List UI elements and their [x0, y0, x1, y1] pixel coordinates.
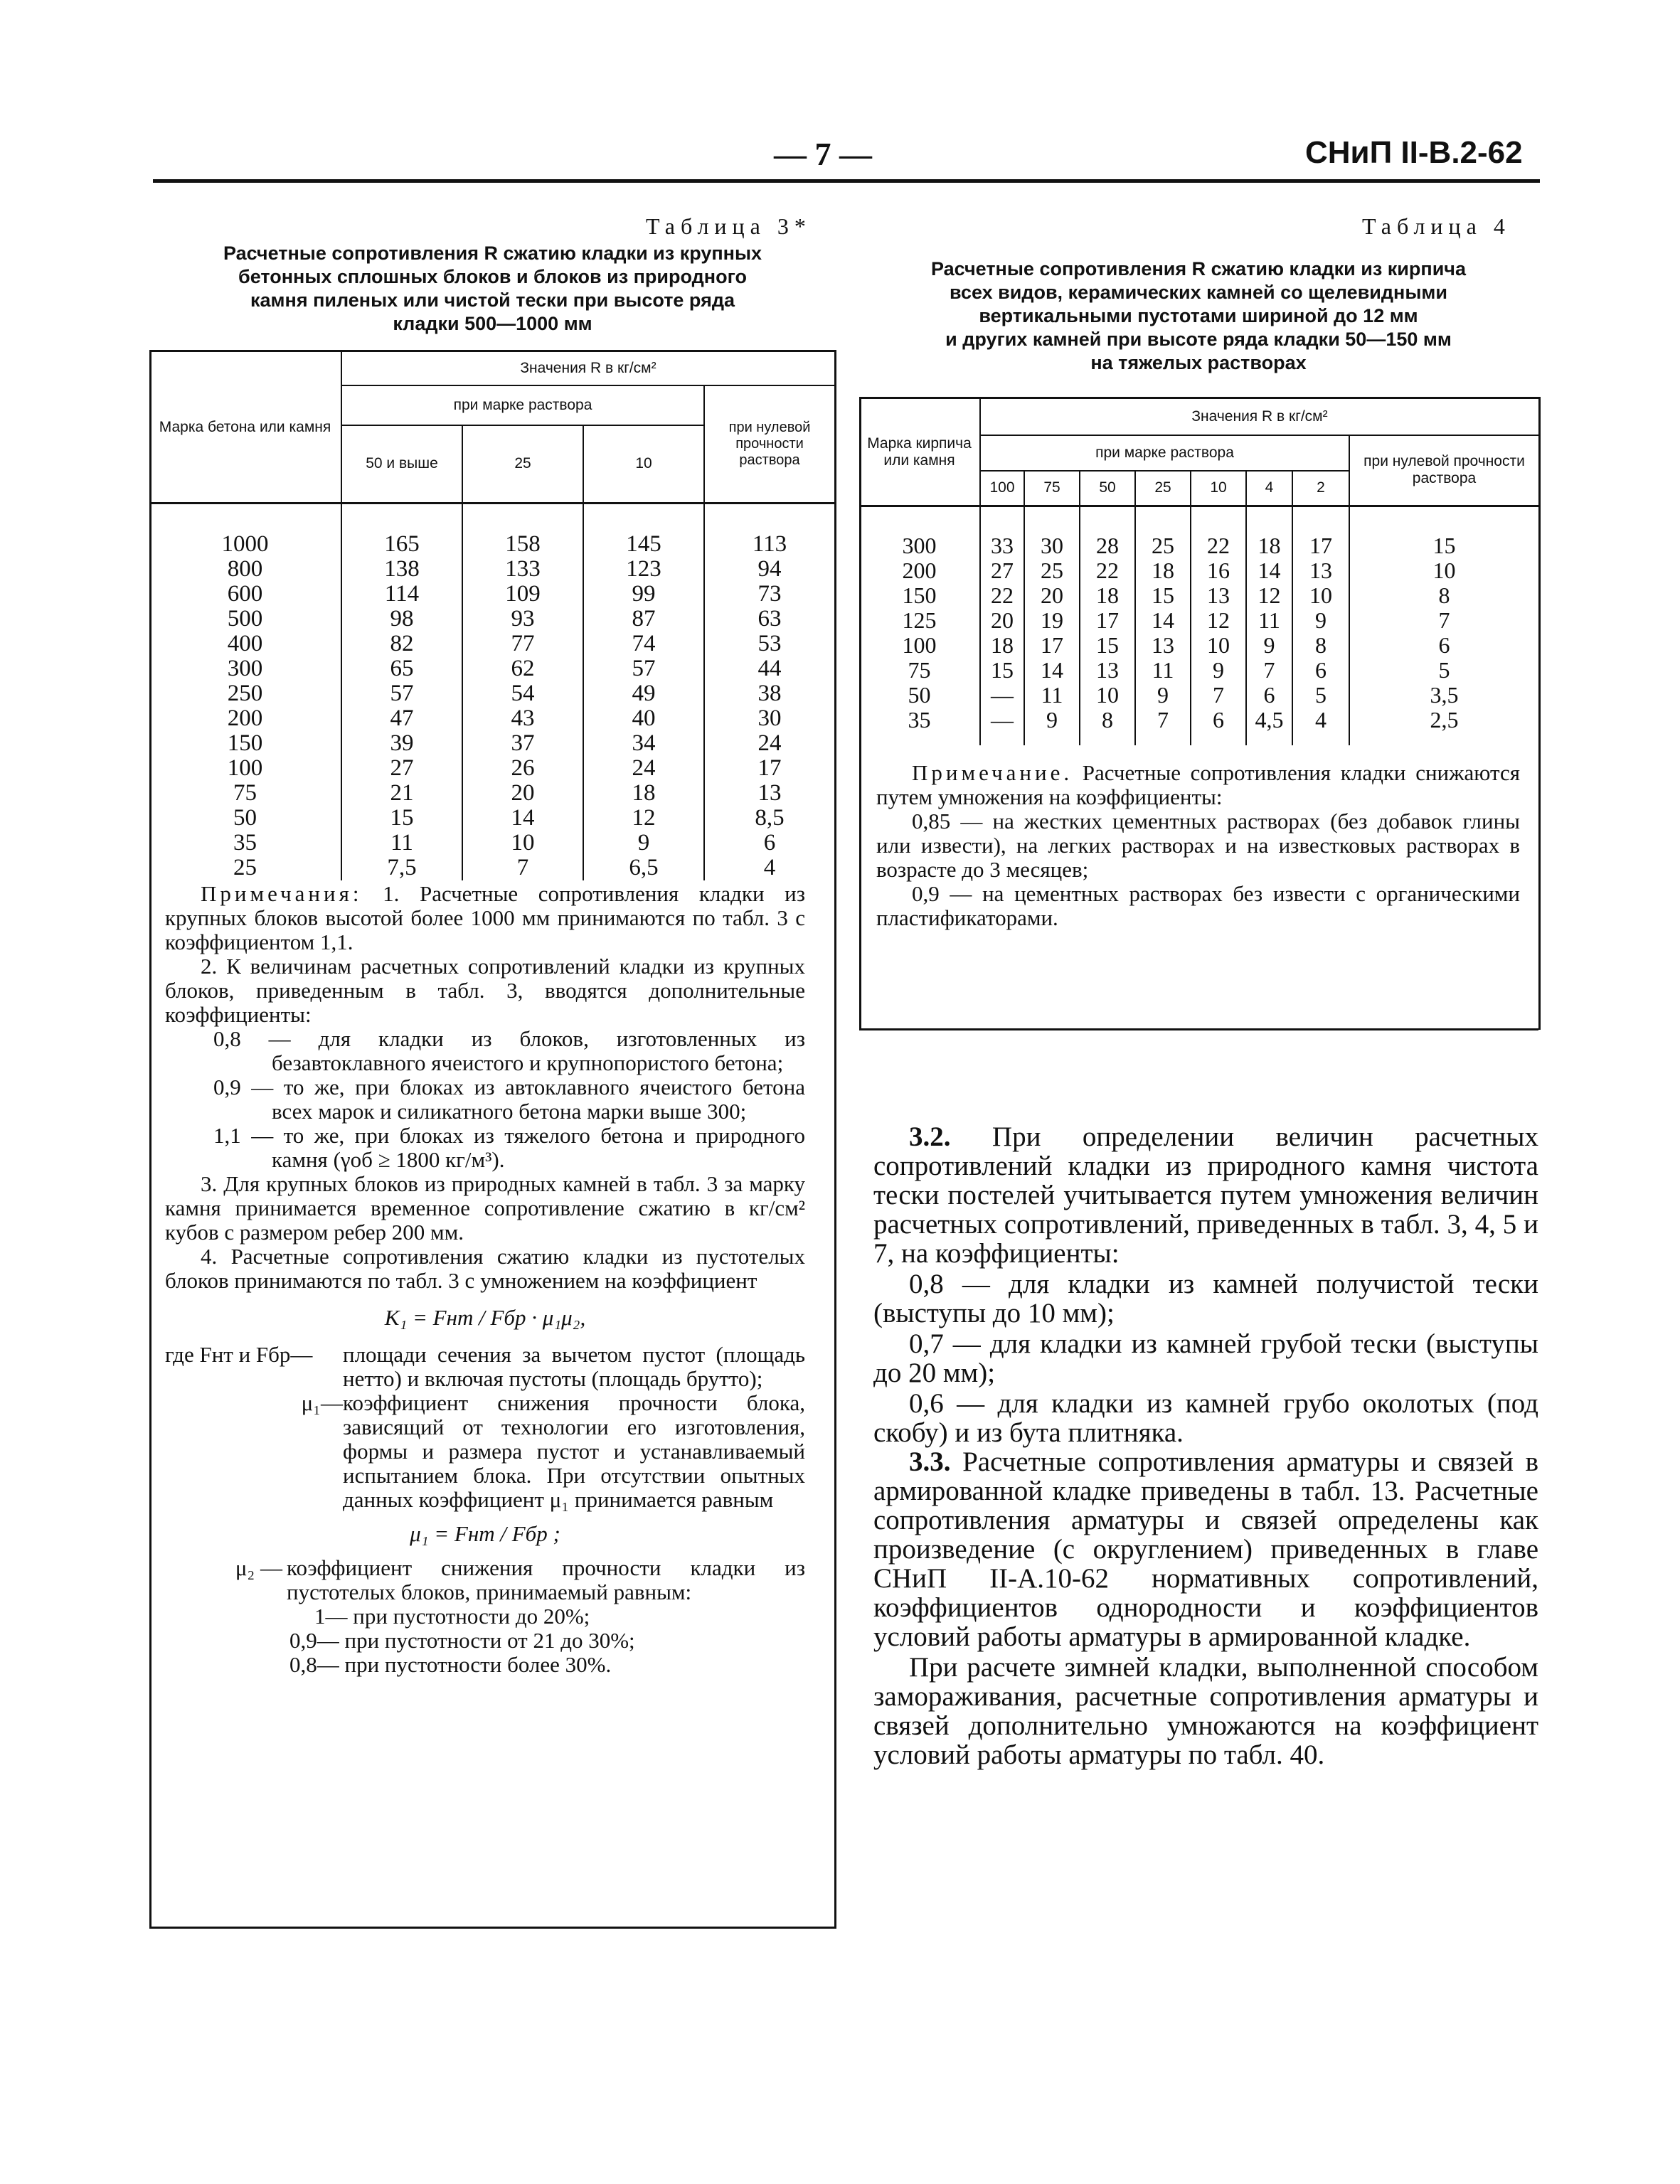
value-cell: 10 — [1191, 633, 1246, 658]
value-cell: 11 — [1135, 658, 1191, 683]
formula-k1: K₁ = Fнт / Fбр · μ₁μ₂, — [384, 1305, 586, 1330]
table-row — [149, 632, 834, 656]
table4-title-line: всех видов, керамических камней со щелевидными — [950, 282, 1447, 303]
mark-cell: 125 — [859, 608, 980, 633]
mark-cell: 50 — [859, 683, 980, 708]
note-2-item: 0,9 — то же, при блоках из автоклавного ячеистого бетона всех марок и силикатного бетона марки выше 300; — [213, 1075, 805, 1124]
table-row — [859, 608, 1538, 633]
value-cell: 57 — [341, 681, 462, 706]
value-cell: 10 — [1432, 557, 1456, 583]
value-cell: 11 — [341, 831, 462, 856]
value-cell: 7,5 — [341, 856, 462, 880]
value-cell: 14 — [462, 806, 583, 831]
section-3-3-text2: При расчете зимней кладки, выполненной способом замораживания, расчетные сопротивления арматуры и связей дополнительно умножаются на коэффициент условий работы арматуры по табл. 40. — [873, 1652, 1538, 1770]
table-row — [149, 532, 834, 557]
value-cell: 17 — [1024, 633, 1080, 658]
table-row — [149, 856, 834, 880]
section-3-3-text: Расчетные сопротивления арматуры и связей в армированной кладке приведены в табл. 13. Расчетные сопротивления арматуры и связей определены как произведение (с округлением) приведенных в главе СНиП II-А.10-62 нормативных сопротивлений, коэффициентов однородности и коэффициентов условий работы арматуры в армированной кладке. — [873, 1447, 1539, 1652]
value-cell: 63 — [757, 605, 782, 632]
table4-title-line: на тяжелых растворах — [1090, 352, 1307, 373]
value-cell: 6 — [1292, 658, 1349, 683]
mu2-item: 0,9— при пустотности от 21 до 30%; — [289, 1628, 635, 1653]
section-3-2-item: 0,6 — для кладки из камней грубо околотых (под скобу) и из бута плитняка. — [873, 1388, 1538, 1448]
value-cell: 9 — [1024, 708, 1080, 733]
value-cell: 4,5 — [1246, 708, 1292, 733]
mark-cell: 200 — [859, 558, 980, 583]
value-cell: 98 — [341, 607, 462, 632]
table4-bottom-rule — [859, 1028, 1538, 1030]
table3-col-mortar: при марке раствора — [341, 385, 704, 425]
section-3-2-number: 3.2. — [909, 1122, 951, 1152]
value-cell: 87 — [583, 607, 704, 632]
mu2-def — [165, 1556, 805, 1604]
value-cell: 133 — [462, 557, 583, 582]
value-cell: 24 — [757, 730, 782, 756]
value-cell: 14 — [1024, 658, 1080, 683]
value-cell: 27 — [980, 558, 1024, 583]
value-cell: 6 — [1438, 632, 1450, 658]
value-cell: 77 — [462, 632, 583, 656]
table3-title-line: Расчетные сопротивления R сжатию кладки из крупных — [223, 243, 762, 264]
table4-mortar-col: 25 — [1135, 471, 1191, 506]
value-cell: 15 — [1432, 532, 1456, 558]
table-row — [859, 683, 1538, 708]
table-row — [149, 806, 834, 831]
mark-cell: 100 — [859, 633, 980, 658]
value-cell: 158 — [462, 532, 583, 557]
value-cell: 22 — [1080, 558, 1135, 583]
mark-cell: 250 — [149, 681, 341, 706]
mu2-item: 1— при пустотности до 20%; — [314, 1604, 590, 1629]
value-cell: 17 — [1080, 608, 1135, 633]
value-cell: 74 — [583, 632, 704, 656]
value-cell: 4 — [763, 854, 776, 880]
table-row — [859, 558, 1538, 583]
value-cell: 13 — [1135, 633, 1191, 658]
mu2-text: коэффициент снижения прочности кладки из пустотелых блоков, принимаемый равным: — [287, 1555, 805, 1604]
table-row — [149, 756, 834, 781]
table-row — [149, 706, 834, 731]
value-cell: 18 — [1080, 583, 1135, 608]
value-cell: 40 — [583, 706, 704, 731]
mark-cell: 50 — [149, 806, 341, 831]
mark-cell: 400 — [149, 632, 341, 656]
value-cell: 6 — [763, 829, 776, 856]
value-cell: 22 — [1191, 533, 1246, 558]
note-2-item: 1,1 — то же, при блоках из тяжелого бетона и природного камня (γоб ≥ 1800 кг/м³). — [213, 1123, 805, 1172]
table3-title-line: кладки 500—1000 мм — [393, 313, 592, 334]
value-cell: 21 — [341, 781, 462, 806]
value-cell: 44 — [757, 655, 782, 681]
value-cell: 93 — [462, 607, 583, 632]
value-cell: 57 — [583, 656, 704, 681]
table-row — [149, 582, 834, 607]
table4-col-zero: при нулевой прочности раствора — [1349, 435, 1538, 506]
mark-cell: 100 — [149, 756, 341, 781]
mu1-text: коэффициент снижения прочности блока, зависящий от технологии его изготовления, формы и размера пустот и устанавливаемый испытанием блока. При отсутствии опытных данных коэффициент μ₁ принимается равным — [343, 1390, 805, 1512]
table-row — [859, 658, 1538, 683]
table4-note — [876, 761, 1520, 930]
where-f — [165, 1343, 805, 1391]
value-cell: 17 — [1292, 533, 1349, 558]
note-3: 3. Для крупных блоков из природных камней в табл. 3 за марку камня принимается временное сопротивление сжатию в кг/см² кубов с размером ребер 200 мм. — [165, 1171, 805, 1245]
value-cell: 165 — [341, 532, 462, 557]
table4-mortar-col: 100 — [980, 471, 1024, 506]
notes-heading: Примечания: — [201, 881, 363, 906]
table4-mortar-col: 50 — [1080, 471, 1135, 506]
value-cell: — — [980, 708, 1024, 733]
table4-mortar-col: 10 — [1191, 471, 1246, 506]
value-cell: 6 — [1191, 708, 1246, 733]
mark-cell: 150 — [859, 583, 980, 608]
value-cell: 94 — [757, 555, 782, 582]
header-rule — [153, 179, 1540, 183]
section-3-2-item: 0,7 — для кладки из камней грубой тески (выступы до 20 мм); — [873, 1328, 1538, 1388]
table-row — [149, 781, 834, 806]
table-row — [149, 607, 834, 632]
value-cell: 49 — [583, 681, 704, 706]
value-cell: 109 — [462, 582, 583, 607]
note-2: 2. К величинам расчетных сопротивлений кладки из крупных блоков, приведенным в табл. 3, вводятся дополнительные коэффициенты: — [165, 954, 805, 1027]
table3-col-m3: 10 — [583, 425, 704, 504]
value-cell: 3,5 — [1430, 681, 1459, 708]
value-cell: 28 — [1080, 533, 1135, 558]
value-cell: 11 — [1024, 683, 1080, 708]
value-cell: 82 — [341, 632, 462, 656]
value-cell: 9 — [1292, 608, 1349, 633]
value-cell: 22 — [980, 583, 1024, 608]
table4-mortar-col: 2 — [1292, 471, 1349, 506]
value-cell: 8 — [1080, 708, 1135, 733]
value-cell: 65 — [341, 656, 462, 681]
value-cell: 20 — [980, 608, 1024, 633]
value-cell: 15 — [980, 658, 1024, 683]
table4-note-item: 0,9 — на цементных растворах без извести с органическими пластификаторами. — [876, 881, 1520, 930]
value-cell: 33 — [980, 533, 1024, 558]
value-cell: 9 — [1135, 683, 1191, 708]
table-row — [859, 708, 1538, 733]
value-cell: 8,5 — [755, 804, 785, 831]
value-cell: 26 — [462, 756, 583, 781]
mu2-label: μ₂ — — [235, 1555, 282, 1580]
mark-cell: 75 — [859, 658, 980, 683]
table-row — [149, 731, 834, 756]
section-3-3-number: 3.3. — [909, 1447, 951, 1477]
note-4: 4. Расчетные сопротивления сжатию кладки из пустотелых блоков принимаются по табл. 3 с умножением на коэффициент — [165, 1244, 805, 1293]
value-cell: 8 — [1292, 633, 1349, 658]
value-cell: 54 — [462, 681, 583, 706]
mark-cell: 1000 — [149, 532, 341, 557]
mu2-item: 0,8— при пустотности более 30%. — [289, 1652, 612, 1677]
table4-note-heading: Примечание. — [912, 760, 1073, 785]
table-row — [149, 681, 834, 706]
value-cell: 73 — [757, 580, 782, 607]
value-cell: 37 — [462, 731, 583, 756]
table3-notes — [165, 882, 805, 1677]
table3-col-zero: при нулевой прочности раствора — [704, 385, 834, 504]
table-row — [859, 533, 1538, 558]
mark-cell: 25 — [149, 856, 341, 880]
table4-col-values: Значения R в кг/см² — [980, 398, 1538, 435]
mark-cell: 35 — [149, 831, 341, 856]
value-cell: 6,5 — [583, 856, 704, 880]
table3-title-line: камня пиленых или чистой тески при высоте ряда — [250, 289, 735, 311]
value-cell: 9 — [583, 831, 704, 856]
value-cell: 18 — [1246, 533, 1292, 558]
table4-title-line: вертикальными пустотами шириной до 12 мм — [979, 305, 1418, 326]
table4-mortar-col: 4 — [1246, 471, 1292, 506]
value-cell: 13 — [757, 779, 782, 806]
value-cell: 11 — [1246, 608, 1292, 633]
page-number: — 7 — — [774, 136, 872, 172]
formula-mu1: μ₁ = Fнт / Fбр ; — [410, 1521, 560, 1546]
value-cell: 25 — [1024, 558, 1080, 583]
value-cell: 18 — [583, 781, 704, 806]
section-3-2-item: 0,8 — для кладки из камней получистой тески (выступы до 10 мм); — [873, 1269, 1538, 1328]
value-cell: 30 — [757, 705, 782, 731]
table3-label: Таблица 3* — [646, 213, 812, 239]
value-cell: 34 — [583, 731, 704, 756]
table3-col-m1: 50 и выше — [341, 425, 462, 504]
document-code: СНиП II-В.2-62 — [1305, 135, 1523, 170]
value-cell: 9 — [1191, 658, 1246, 683]
value-cell: 30 — [1024, 533, 1080, 558]
mark-cell: 300 — [859, 533, 980, 558]
sections — [873, 1122, 1538, 1769]
value-cell: 12 — [583, 806, 704, 831]
value-cell: 7 — [1246, 658, 1292, 683]
where-f-text: площади сечения за вычетом пустот (площадь нетто) и включая пустоты (площадь брутто); — [343, 1342, 805, 1391]
value-cell: 16 — [1191, 558, 1246, 583]
table4-col-mortar: при марке раствора — [980, 435, 1349, 471]
value-cell: 24 — [583, 756, 704, 781]
value-cell: — — [980, 683, 1024, 708]
value-cell: 10 — [1080, 683, 1135, 708]
table4-title-line: Расчетные сопротивления R сжатию кладки из кирпича — [931, 258, 1466, 279]
value-cell: 43 — [462, 706, 583, 731]
value-cell: 10 — [1292, 583, 1349, 608]
value-cell: 19 — [1024, 608, 1080, 633]
table3-col-m2: 25 — [462, 425, 583, 504]
note-2-item: 0,8 — для кладки из блоков, изготовленных из безавтоклавного ячеистого и крупнопористого бетона; — [213, 1026, 805, 1075]
mark-cell: 200 — [149, 706, 341, 731]
table3-col-values: Значения R в кг/см² — [341, 351, 834, 385]
table-row — [859, 633, 1538, 658]
table3-bottom-rule — [149, 1927, 834, 1929]
value-cell: 53 — [757, 630, 782, 656]
table-row — [149, 831, 834, 856]
mark-cell: 35 — [859, 708, 980, 733]
value-cell: 7 — [1191, 683, 1246, 708]
value-cell: 27 — [341, 756, 462, 781]
value-cell: 38 — [757, 680, 782, 706]
value-cell: 7 — [1438, 607, 1450, 633]
mark-cell: 75 — [149, 781, 341, 806]
value-cell: 10 — [462, 831, 583, 856]
value-cell: 145 — [583, 532, 704, 557]
value-cell: 62 — [462, 656, 583, 681]
value-cell: 6 — [1246, 683, 1292, 708]
mark-cell: 150 — [149, 731, 341, 756]
value-cell: 18 — [980, 633, 1024, 658]
value-cell: 12 — [1246, 583, 1292, 608]
note-1: 1. Расчетные сопротивления кладки из крупных блоков высотой более 1000 мм принимаются по табл. 3 с коэффициентом 1,1. — [165, 881, 805, 954]
table-row — [149, 557, 834, 582]
table4-col-mark: Марка кирпича или камня — [859, 398, 980, 506]
table-row — [149, 656, 834, 681]
table4-title-line: и других камней при высоте ряда кладки 50—150 мм — [945, 329, 1452, 350]
value-cell: 15 — [341, 806, 462, 831]
value-cell: 9 — [1246, 633, 1292, 658]
table4-label: Таблица 4 — [1362, 213, 1511, 239]
table3-col-mark: Марка бетона или камня — [149, 351, 341, 504]
section-3-2-text: При определении величин расчетных сопротивлений кладки из природного камня чистота тески постелей учитывается путем умножения величин расчетных сопротивлений, приведенных в табл. 3, 4, 5 и 7, на коэффициенты: — [873, 1122, 1538, 1269]
value-cell: 20 — [462, 781, 583, 806]
table4-note-text: Расчетные сопротивления кладки снижаются путем умножения на коэффициенты: — [876, 760, 1521, 809]
value-cell: 25 — [1135, 533, 1191, 558]
mu1-def — [165, 1391, 805, 1512]
value-cell: 47 — [341, 706, 462, 731]
value-cell: 13 — [1292, 558, 1349, 583]
value-cell: 15 — [1080, 633, 1135, 658]
mark-cell: 800 — [149, 557, 341, 582]
mark-cell: 600 — [149, 582, 341, 607]
value-cell: 123 — [583, 557, 704, 582]
mark-cell: 300 — [149, 656, 341, 681]
value-cell: 14 — [1246, 558, 1292, 583]
value-cell: 7 — [462, 856, 583, 880]
value-cell: 20 — [1024, 583, 1080, 608]
value-cell: 15 — [1135, 583, 1191, 608]
mu1-label: μ₁— — [301, 1390, 343, 1415]
table4-title — [857, 257, 1540, 375]
value-cell: 5 — [1292, 683, 1349, 708]
table4-mortar-col: 75 — [1024, 471, 1080, 506]
value-cell: 7 — [1135, 708, 1191, 733]
value-cell: 17 — [757, 755, 782, 781]
value-cell: 138 — [341, 557, 462, 582]
value-cell: 4 — [1292, 708, 1349, 733]
value-cell: 5 — [1438, 656, 1450, 683]
table4-note-item: 0,85 — на жестких цементных растворах (без добавок глины или извести), на легких растворах и на известковых растворах в возрасте до 3 месяцев; — [876, 809, 1520, 882]
table3-title — [153, 242, 832, 336]
value-cell: 13 — [1191, 583, 1246, 608]
table4 — [859, 397, 1538, 745]
value-cell: 99 — [583, 582, 704, 607]
where-label: где Fнт и Fбр— — [165, 1342, 313, 1367]
value-cell: 114 — [341, 582, 462, 607]
value-cell: 39 — [341, 731, 462, 756]
value-cell: 13 — [1080, 658, 1135, 683]
mark-cell: 500 — [149, 607, 341, 632]
value-cell: 14 — [1135, 608, 1191, 633]
value-cell: 8 — [1438, 582, 1450, 608]
table3 — [149, 350, 834, 880]
value-cell: 18 — [1135, 558, 1191, 583]
value-cell: 2,5 — [1430, 706, 1459, 733]
value-cell: 12 — [1191, 608, 1246, 633]
table3-title-line: бетонных сплошных блоков и блоков из природного — [238, 266, 747, 287]
value-cell: 113 — [752, 531, 787, 557]
table-row — [859, 583, 1538, 608]
